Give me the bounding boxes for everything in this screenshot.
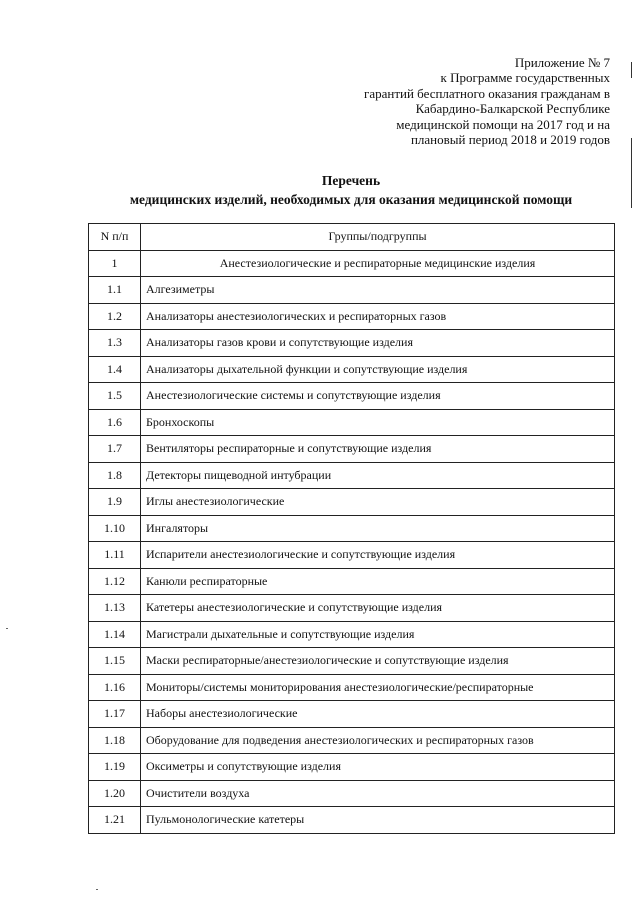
scan-margin-mark [631, 62, 632, 78]
row-number: 1.11 [89, 542, 141, 569]
appendix-line: к Программе государственных [440, 70, 610, 86]
appendix-line: Приложение № 7 [514, 55, 610, 70]
group-number: 1 [89, 250, 141, 277]
row-number: 1.6 [89, 409, 141, 436]
row-name: Вентиляторы респираторные и сопутствующие изделия [141, 436, 615, 463]
row-number: 1.1 [89, 277, 141, 304]
column-header-groups: Группы/подгруппы [141, 224, 615, 251]
row-number: 1.7 [89, 436, 141, 463]
row-number: 1.2 [89, 303, 141, 330]
appendix-line: плановый период 2018 и 2019 годов [410, 132, 610, 148]
group-name: Анестезиологические и респираторные медицинские изделия [141, 250, 615, 277]
title-line-1: Перечень [321, 173, 381, 188]
appendix-line: Кабардино-Балкарской Республике [415, 101, 610, 117]
row-name: Испарители анестезиологические и сопутствующие изделия [141, 542, 615, 569]
row-name: Анализаторы дыхательной функции и сопутствующие изделия [141, 356, 615, 383]
table-row [89, 754, 615, 781]
row-number: 1.14 [89, 621, 141, 648]
table-row [89, 303, 615, 330]
table-row [89, 807, 615, 834]
row-name: Магистрали дыхательные и сопутствующие изделия [141, 621, 615, 648]
row-name: Иглы анестезиологические [141, 489, 615, 516]
table-row [89, 277, 615, 304]
devices-table [88, 223, 615, 834]
document-title [96, 171, 606, 209]
table-row [89, 356, 615, 383]
row-name: Бронхоскопы [141, 409, 615, 436]
row-number: 1.19 [89, 754, 141, 781]
table-row [89, 542, 615, 569]
table-row [89, 701, 615, 728]
row-name: Анализаторы анестезиологических и респираторных газов [141, 303, 615, 330]
row-name: Наборы анестезиологические [141, 701, 615, 728]
table-group-row [89, 250, 615, 277]
table-row [89, 515, 615, 542]
column-header-number: N п/п [89, 224, 141, 251]
table-row [89, 409, 615, 436]
table-row [89, 621, 615, 648]
row-name: Оборудование для подведения анестезиологических и респираторных газов [141, 727, 615, 754]
row-number: 1.15 [89, 648, 141, 675]
row-name: Ингаляторы [141, 515, 615, 542]
row-name: Анализаторы газов крови и сопутствующие изделия [141, 330, 615, 357]
table-row [89, 383, 615, 410]
row-name: Алгезиметры [141, 277, 615, 304]
scan-dot [96, 889, 98, 890]
table-row [89, 595, 615, 622]
row-name: Анестезиологические системы и сопутствующие изделия [141, 383, 615, 410]
row-number: 1.8 [89, 462, 141, 489]
appendix-line: гарантий бесплатного оказания гражданам в [363, 85, 610, 101]
row-name: Очистители воздуха [141, 780, 615, 807]
table-row [89, 436, 615, 463]
table-header-row [89, 224, 615, 251]
table-body [89, 250, 615, 833]
row-number: 1.18 [89, 727, 141, 754]
table-row [89, 648, 615, 675]
row-name: Маски респираторные/анестезиологические и сопутствующие изделия [141, 648, 615, 675]
table-row [89, 489, 615, 516]
scan-dot [6, 628, 8, 629]
row-name: Катетеры анестезиологические и сопутствующие изделия [141, 595, 615, 622]
row-number: 1.17 [89, 701, 141, 728]
title-line-2: медицинских изделий, необходимых для оказания медицинской помощи [129, 192, 573, 207]
row-name: Канюли респираторные [141, 568, 615, 595]
row-number: 1.3 [89, 330, 141, 357]
row-number: 1.10 [89, 515, 141, 542]
table-row [89, 568, 615, 595]
row-number: 1.12 [89, 568, 141, 595]
row-name: Оксиметры и сопутствующие изделия [141, 754, 615, 781]
row-name: Мониторы/системы мониторирования анестезиологические/респираторные [141, 674, 615, 701]
row-number: 1.13 [89, 595, 141, 622]
table-row [89, 727, 615, 754]
row-number: 1.9 [89, 489, 141, 516]
table-row [89, 462, 615, 489]
table-row [89, 674, 615, 701]
row-number: 1.4 [89, 356, 141, 383]
appendix-header [364, 55, 610, 147]
table-row [89, 780, 615, 807]
table-row [89, 330, 615, 357]
row-number: 1.5 [89, 383, 141, 410]
row-number: 1.16 [89, 674, 141, 701]
row-name: Детекторы пищеводной интубрации [141, 462, 615, 489]
scan-margin-mark [631, 138, 632, 208]
appendix-line: медицинской помощи на 2017 год и на [396, 116, 610, 132]
row-name: Пульмонологические катетеры [141, 807, 615, 834]
row-number: 1.20 [89, 780, 141, 807]
row-number: 1.21 [89, 807, 141, 834]
